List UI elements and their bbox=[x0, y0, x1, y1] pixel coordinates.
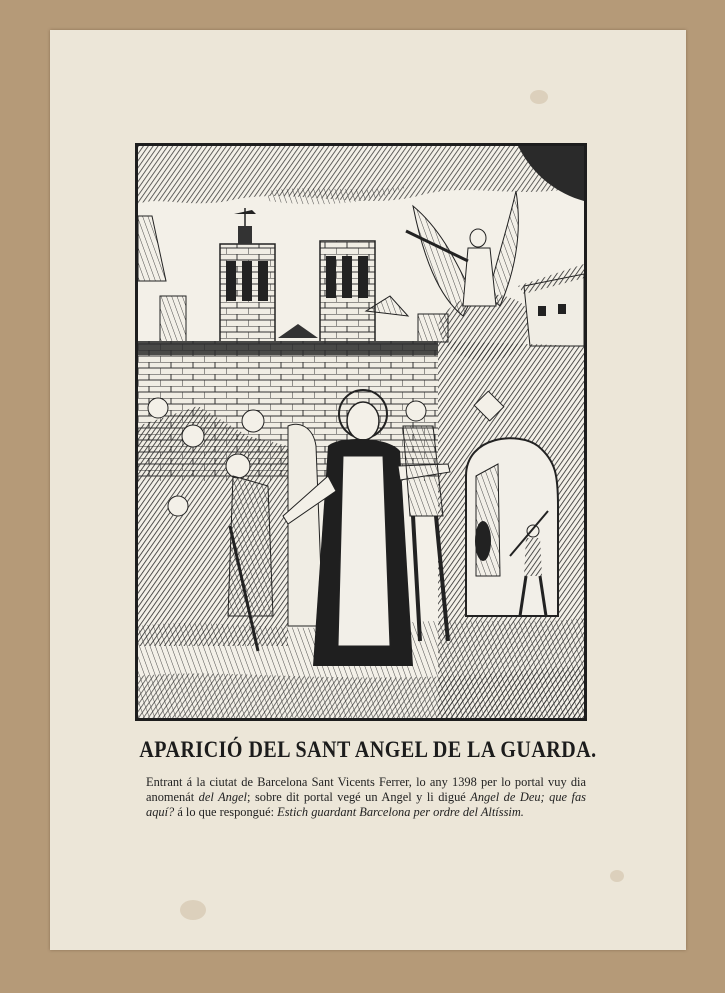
woodcut-scene bbox=[138, 146, 584, 718]
caption-italic-3: Estich guardant Barcelona per ordre del Altíssim. bbox=[277, 805, 524, 819]
caption-italic-1: del Angel bbox=[198, 790, 247, 804]
caption-text-3: á lo que respongué: bbox=[174, 805, 278, 819]
crowd bbox=[138, 398, 323, 651]
foxing-stain bbox=[610, 870, 624, 882]
caption-text-2: ; sobre dit portal vegé un Angel y li digué bbox=[247, 790, 471, 804]
print-caption bbox=[146, 775, 586, 820]
woodcut-illustration bbox=[135, 143, 587, 721]
foxing-stain bbox=[530, 90, 548, 104]
foxing-stain bbox=[180, 900, 206, 920]
print-title: APARICIÓ DEL SANT ANGEL DE LA GUARDA. bbox=[139, 737, 597, 763]
caption-text-1: Entrant á la ciutat de Barcelona Sant Vicents Ferrer, lo any 1398 per lo portal vuy dia anomenát bbox=[146, 775, 586, 804]
caption-italic-2: Angel de Deu; que fas aquí? bbox=[146, 790, 587, 819]
print-sheet bbox=[50, 30, 686, 950]
